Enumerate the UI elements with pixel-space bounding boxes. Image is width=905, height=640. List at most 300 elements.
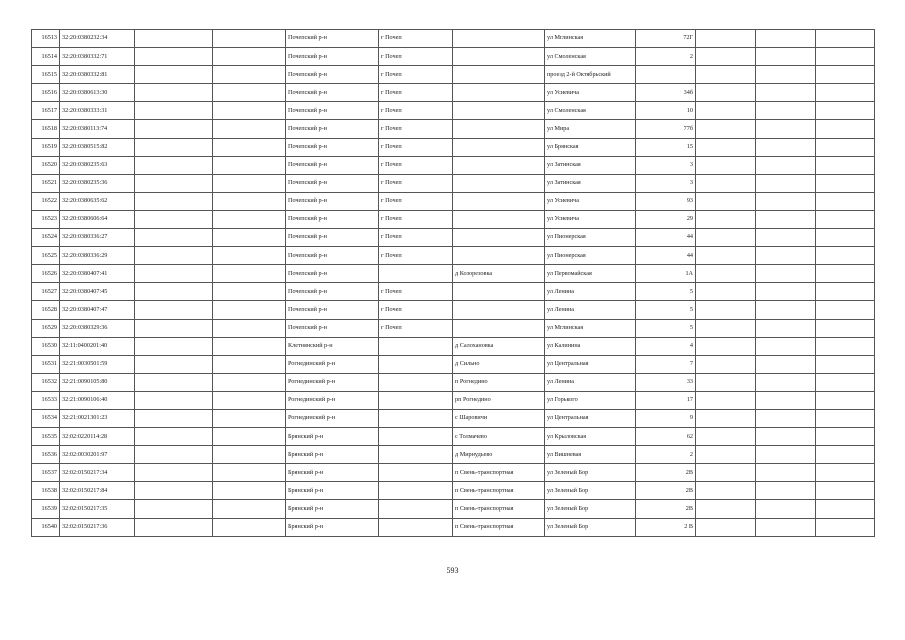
cell-cadastral-number: 32:21:0090105:80 [60, 373, 135, 391]
cell-district: Почепский р-н [286, 156, 379, 174]
cell-empty-col-4 [756, 337, 816, 355]
cell-cadastral-number: 32:21:0090106:40 [60, 391, 135, 409]
cell-city [379, 373, 453, 391]
table-row [32, 391, 875, 409]
cell-empty-col-2 [213, 84, 286, 102]
cell-street: ул Усиевича [545, 192, 636, 210]
cell-district: Почепский р-н [286, 319, 379, 337]
cell-street: ул Смоленская [545, 102, 636, 120]
cell-house-number: 93 [636, 192, 696, 210]
cell-empty-col-5 [816, 464, 875, 482]
cell-cadastral-number: 32:02:0150217:36 [60, 518, 135, 536]
table-row [32, 138, 875, 156]
cell-street: ул Усиевича [545, 84, 636, 102]
cell-empty-col-5 [816, 355, 875, 373]
table-row [32, 373, 875, 391]
cell-record-number: 16531 [32, 355, 60, 373]
cell-city: г Почеп [379, 210, 453, 228]
cell-record-number: 16524 [32, 229, 60, 247]
cell-city: г Почеп [379, 102, 453, 120]
cell-settlement [453, 319, 545, 337]
cell-empty-col-5 [816, 247, 875, 265]
cell-empty-col-3 [696, 446, 756, 464]
cell-empty-col-3 [696, 247, 756, 265]
cell-record-number: 16522 [32, 192, 60, 210]
cell-district: Почепский р-н [286, 229, 379, 247]
cell-empty-col-4 [756, 156, 816, 174]
cell-street: ул Зеленый Бор [545, 518, 636, 536]
table-row [32, 464, 875, 482]
cell-empty-col-3 [696, 156, 756, 174]
cell-record-number: 16520 [32, 156, 60, 174]
cell-city: г Почеп [379, 138, 453, 156]
cell-record-number: 16533 [32, 391, 60, 409]
table-row [32, 301, 875, 319]
table-row [32, 84, 875, 102]
cell-street: ул Мглинская [545, 30, 636, 48]
cell-street: ул Зеленый Бор [545, 464, 636, 482]
cell-record-number: 16513 [32, 30, 60, 48]
cell-cadastral-number: 32:02:0150217:34 [60, 464, 135, 482]
cell-district: Рогнединский р-н [286, 373, 379, 391]
cell-empty-col-5 [816, 518, 875, 536]
cell-house-number: 44 [636, 247, 696, 265]
cell-street: ул Вишневая [545, 446, 636, 464]
cell-district: Брянский р-н [286, 500, 379, 518]
cell-cadastral-number: 32:20:0380606:64 [60, 210, 135, 228]
cell-district: Почепский р-н [286, 120, 379, 138]
cell-cadastral-number: 32:02:0220114:28 [60, 428, 135, 446]
cell-empty-col-1 [135, 464, 213, 482]
cell-empty-col-4 [756, 283, 816, 301]
cell-empty-col-5 [816, 409, 875, 427]
cell-empty-col-3 [696, 120, 756, 138]
table-row [32, 66, 875, 84]
table-row [32, 337, 875, 355]
cell-street: ул Центральная [545, 409, 636, 427]
cell-settlement: п Свень-транспортная [453, 464, 545, 482]
cell-district: Брянский р-н [286, 464, 379, 482]
cell-empty-col-3 [696, 102, 756, 120]
cell-empty-col-1 [135, 500, 213, 518]
cell-house-number: 5 [636, 283, 696, 301]
cell-cadastral-number: 32:02:0030201:97 [60, 446, 135, 464]
cell-empty-col-2 [213, 391, 286, 409]
table-row [32, 265, 875, 283]
cell-street: ул Калинина [545, 337, 636, 355]
cell-empty-col-3 [696, 192, 756, 210]
cell-street: ул Ленина [545, 301, 636, 319]
cell-house-number: 2 [636, 446, 696, 464]
cell-empty-col-3 [696, 66, 756, 84]
cell-empty-col-2 [213, 66, 286, 84]
cell-empty-col-3 [696, 265, 756, 283]
cell-record-number: 16537 [32, 464, 60, 482]
cell-cadastral-number: 32:20:0380232:34 [60, 30, 135, 48]
cell-settlement: с Толмачево [453, 428, 545, 446]
cell-cadastral-number: 32:20:0380613:30 [60, 84, 135, 102]
cell-house-number: 17 [636, 391, 696, 409]
cell-empty-col-3 [696, 283, 756, 301]
cell-street: проезд 2-й Октябрьский [545, 66, 636, 84]
cell-empty-col-2 [213, 30, 286, 48]
cell-empty-col-3 [696, 337, 756, 355]
cell-record-number: 16530 [32, 337, 60, 355]
cell-house-number: 2 [636, 48, 696, 66]
cell-street: ул Смоленская [545, 48, 636, 66]
cell-record-number: 16535 [32, 428, 60, 446]
cell-empty-col-2 [213, 409, 286, 427]
cell-empty-col-3 [696, 518, 756, 536]
cell-house-number: 29 [636, 210, 696, 228]
cell-empty-col-4 [756, 192, 816, 210]
cell-street: ул Пионерская [545, 229, 636, 247]
cell-house-number: 33 [636, 373, 696, 391]
cell-settlement [453, 120, 545, 138]
cell-settlement [453, 138, 545, 156]
cell-city [379, 446, 453, 464]
cell-empty-col-1 [135, 391, 213, 409]
table-row [32, 446, 875, 464]
cell-empty-col-5 [816, 446, 875, 464]
cell-record-number: 16536 [32, 446, 60, 464]
cell-city [379, 355, 453, 373]
cell-empty-col-2 [213, 355, 286, 373]
cell-city: г Почеп [379, 84, 453, 102]
cell-city: г Почеп [379, 66, 453, 84]
cell-street: ул Крыловская [545, 428, 636, 446]
cell-settlement: рп Рогнедино [453, 391, 545, 409]
cell-empty-col-4 [756, 120, 816, 138]
cell-empty-col-1 [135, 48, 213, 66]
cell-house-number: 5 [636, 301, 696, 319]
cell-empty-col-2 [213, 500, 286, 518]
cell-city [379, 482, 453, 500]
cell-empty-col-1 [135, 337, 213, 355]
cell-empty-col-4 [756, 210, 816, 228]
cell-empty-col-4 [756, 265, 816, 283]
page-number: 593 [446, 566, 459, 575]
cell-district: Брянский р-н [286, 428, 379, 446]
table-row [32, 30, 875, 48]
cell-empty-col-5 [816, 156, 875, 174]
cell-house-number: 44 [636, 229, 696, 247]
cell-house-number: 2 В [636, 518, 696, 536]
table-row [32, 283, 875, 301]
cell-empty-col-1 [135, 446, 213, 464]
cell-cadastral-number: 32:20:0380333:31 [60, 102, 135, 120]
cell-cadastral-number: 32:20:0380515:82 [60, 138, 135, 156]
cell-empty-col-4 [756, 464, 816, 482]
cell-empty-col-5 [816, 210, 875, 228]
cell-empty-col-4 [756, 482, 816, 500]
cell-record-number: 16540 [32, 518, 60, 536]
cell-record-number: 16523 [32, 210, 60, 228]
cell-cadastral-number: 32:21:0021301:23 [60, 409, 135, 427]
cell-empty-col-5 [816, 428, 875, 446]
cell-cadastral-number: 32:20:0380235:63 [60, 156, 135, 174]
cell-house-number: 72Г [636, 30, 696, 48]
table-row [32, 174, 875, 192]
cell-empty-col-4 [756, 446, 816, 464]
cell-empty-col-4 [756, 102, 816, 120]
cell-district: Почепский р-н [286, 174, 379, 192]
cell-empty-col-1 [135, 428, 213, 446]
cell-empty-col-1 [135, 210, 213, 228]
cell-cadastral-number: 32:20:0380407:45 [60, 283, 135, 301]
cell-record-number: 16529 [32, 319, 60, 337]
cell-street: ул Затинская [545, 156, 636, 174]
cell-empty-col-2 [213, 156, 286, 174]
cell-empty-col-1 [135, 482, 213, 500]
cell-empty-col-2 [213, 446, 286, 464]
cell-empty-col-3 [696, 409, 756, 427]
cell-house-number: 10 [636, 102, 696, 120]
cell-settlement: п Свень-транспортная [453, 500, 545, 518]
cell-city: г Почеп [379, 30, 453, 48]
cell-cadastral-number: 32:20:0380235:36 [60, 174, 135, 192]
cell-district: Рогнединский р-н [286, 409, 379, 427]
cell-city: г Почеп [379, 301, 453, 319]
table-row [32, 192, 875, 210]
cell-empty-col-1 [135, 30, 213, 48]
cell-settlement [453, 210, 545, 228]
cell-empty-col-4 [756, 174, 816, 192]
cell-cadastral-number: 32:20:0380329:36 [60, 319, 135, 337]
cell-district: Почепский р-н [286, 30, 379, 48]
cell-record-number: 16521 [32, 174, 60, 192]
cell-empty-col-2 [213, 518, 286, 536]
cell-empty-col-2 [213, 174, 286, 192]
cell-settlement: д Мирнудьево [453, 446, 545, 464]
cell-city [379, 518, 453, 536]
cell-cadastral-number: 32:20:0380336:27 [60, 229, 135, 247]
cell-house-number: 3 [636, 156, 696, 174]
cell-empty-col-5 [816, 192, 875, 210]
cell-empty-col-2 [213, 138, 286, 156]
cell-record-number: 16525 [32, 247, 60, 265]
cell-house-number: 34б [636, 84, 696, 102]
cell-settlement [453, 66, 545, 84]
cell-empty-col-5 [816, 229, 875, 247]
cell-empty-col-3 [696, 174, 756, 192]
cell-empty-col-5 [816, 30, 875, 48]
cell-empty-col-5 [816, 500, 875, 518]
cell-street: ул Мира [545, 120, 636, 138]
cell-house-number: 2В [636, 500, 696, 518]
cell-empty-col-3 [696, 464, 756, 482]
cell-house-number: 9 [636, 409, 696, 427]
cell-empty-col-4 [756, 66, 816, 84]
cell-house-number: 5 [636, 319, 696, 337]
cell-settlement [453, 192, 545, 210]
cell-city: г Почеп [379, 229, 453, 247]
cell-empty-col-3 [696, 428, 756, 446]
cell-empty-col-1 [135, 192, 213, 210]
cell-city [379, 265, 453, 283]
cell-empty-col-5 [816, 120, 875, 138]
cell-record-number: 16518 [32, 120, 60, 138]
cell-empty-col-1 [135, 138, 213, 156]
table-row [32, 428, 875, 446]
table-row [32, 518, 875, 536]
cell-empty-col-5 [816, 102, 875, 120]
cell-city: г Почеп [379, 174, 453, 192]
cell-street: ул Зеленый Бор [545, 500, 636, 518]
cell-empty-col-5 [816, 138, 875, 156]
table-row [32, 48, 875, 66]
cell-record-number: 16527 [32, 283, 60, 301]
cell-empty-col-4 [756, 247, 816, 265]
cell-district: Почепский р-н [286, 247, 379, 265]
cell-settlement [453, 247, 545, 265]
cell-street: ул Зеленый Бор [545, 482, 636, 500]
cell-record-number: 16519 [32, 138, 60, 156]
cell-empty-col-5 [816, 174, 875, 192]
cell-empty-col-2 [213, 283, 286, 301]
cell-record-number: 16538 [32, 482, 60, 500]
cell-settlement [453, 174, 545, 192]
cell-city: г Почеп [379, 120, 453, 138]
cell-house-number: 62 [636, 428, 696, 446]
cell-empty-col-5 [816, 391, 875, 409]
cell-house-number [636, 66, 696, 84]
cell-empty-col-4 [756, 518, 816, 536]
cell-street: ул Брянская [545, 138, 636, 156]
cell-empty-col-4 [756, 355, 816, 373]
cell-empty-col-3 [696, 30, 756, 48]
cell-empty-col-2 [213, 120, 286, 138]
cell-city [379, 500, 453, 518]
cell-cadastral-number: 32:11:0400201:40 [60, 337, 135, 355]
cell-city [379, 337, 453, 355]
cell-district: Почепский р-н [286, 283, 379, 301]
cell-empty-col-1 [135, 265, 213, 283]
table-row [32, 102, 875, 120]
cell-record-number: 16539 [32, 500, 60, 518]
cell-empty-col-3 [696, 229, 756, 247]
cell-empty-col-5 [816, 84, 875, 102]
cell-empty-col-1 [135, 102, 213, 120]
cell-empty-col-4 [756, 319, 816, 337]
cell-street: ул Горького [545, 391, 636, 409]
cell-street: ул Ленина [545, 283, 636, 301]
cell-empty-col-1 [135, 518, 213, 536]
cell-empty-col-1 [135, 247, 213, 265]
table-row [32, 156, 875, 174]
table-row [32, 319, 875, 337]
cell-empty-col-1 [135, 120, 213, 138]
cell-house-number: 4 [636, 337, 696, 355]
cell-district: Клетнянский р-н [286, 337, 379, 355]
cell-empty-col-2 [213, 102, 286, 120]
cell-city [379, 409, 453, 427]
cell-empty-col-4 [756, 409, 816, 427]
cell-settlement: д Салохановка [453, 337, 545, 355]
cell-district: Рогнединский р-н [286, 355, 379, 373]
cell-district: Почепский р-н [286, 192, 379, 210]
cell-record-number: 16532 [32, 373, 60, 391]
cell-empty-col-2 [213, 319, 286, 337]
cell-district: Рогнединский р-н [286, 391, 379, 409]
cell-empty-col-4 [756, 301, 816, 319]
cell-record-number: 16526 [32, 265, 60, 283]
cell-settlement: п Свень-транспортная [453, 518, 545, 536]
cell-settlement [453, 84, 545, 102]
cell-empty-col-2 [213, 48, 286, 66]
cell-district: Почепский р-н [286, 66, 379, 84]
cell-cadastral-number: 32:02:0150217:35 [60, 500, 135, 518]
cell-empty-col-5 [816, 301, 875, 319]
table-row [32, 247, 875, 265]
table-row [32, 120, 875, 138]
cell-street: ул Центральная [545, 355, 636, 373]
cell-empty-col-1 [135, 283, 213, 301]
cell-record-number: 16534 [32, 409, 60, 427]
cell-city [379, 428, 453, 446]
cell-settlement [453, 30, 545, 48]
cell-empty-col-2 [213, 229, 286, 247]
cell-settlement: с Шаровичи [453, 409, 545, 427]
cell-empty-col-3 [696, 500, 756, 518]
cell-settlement [453, 48, 545, 66]
cell-empty-col-2 [213, 265, 286, 283]
cell-settlement: д Козорезовка [453, 265, 545, 283]
cell-cadastral-number: 32:20:0380407:41 [60, 265, 135, 283]
cell-empty-col-2 [213, 247, 286, 265]
cell-empty-col-5 [816, 66, 875, 84]
cell-empty-col-4 [756, 138, 816, 156]
cell-city: г Почеп [379, 156, 453, 174]
cell-empty-col-5 [816, 337, 875, 355]
cell-empty-col-4 [756, 30, 816, 48]
cell-city: г Почеп [379, 283, 453, 301]
table-row [32, 500, 875, 518]
cell-empty-col-1 [135, 156, 213, 174]
cell-street: ул Первомайская [545, 265, 636, 283]
cell-empty-col-1 [135, 84, 213, 102]
cell-city: г Почеп [379, 247, 453, 265]
cell-city: г Почеп [379, 192, 453, 210]
cell-empty-col-2 [213, 373, 286, 391]
table-row [32, 409, 875, 427]
cell-record-number: 16514 [32, 48, 60, 66]
cell-empty-col-3 [696, 48, 756, 66]
table-row [32, 229, 875, 247]
cell-street: ул Ленина [545, 373, 636, 391]
cell-empty-col-3 [696, 391, 756, 409]
cell-empty-col-3 [696, 319, 756, 337]
cell-district: Почепский р-н [286, 48, 379, 66]
cell-street: ул Затинская [545, 174, 636, 192]
cell-district: Почепский р-н [286, 210, 379, 228]
cell-empty-col-5 [816, 319, 875, 337]
cell-empty-col-4 [756, 500, 816, 518]
cell-empty-col-3 [696, 210, 756, 228]
cell-empty-col-3 [696, 138, 756, 156]
cell-empty-col-1 [135, 66, 213, 84]
table-row [32, 482, 875, 500]
cell-district: Почепский р-н [286, 102, 379, 120]
cell-district: Почепский р-н [286, 138, 379, 156]
cell-empty-col-2 [213, 482, 286, 500]
cell-record-number: 16515 [32, 66, 60, 84]
cell-house-number: 77б [636, 120, 696, 138]
cell-settlement [453, 229, 545, 247]
cell-empty-col-2 [213, 301, 286, 319]
cell-settlement: п Свень-транспортная [453, 482, 545, 500]
cell-empty-col-3 [696, 355, 756, 373]
